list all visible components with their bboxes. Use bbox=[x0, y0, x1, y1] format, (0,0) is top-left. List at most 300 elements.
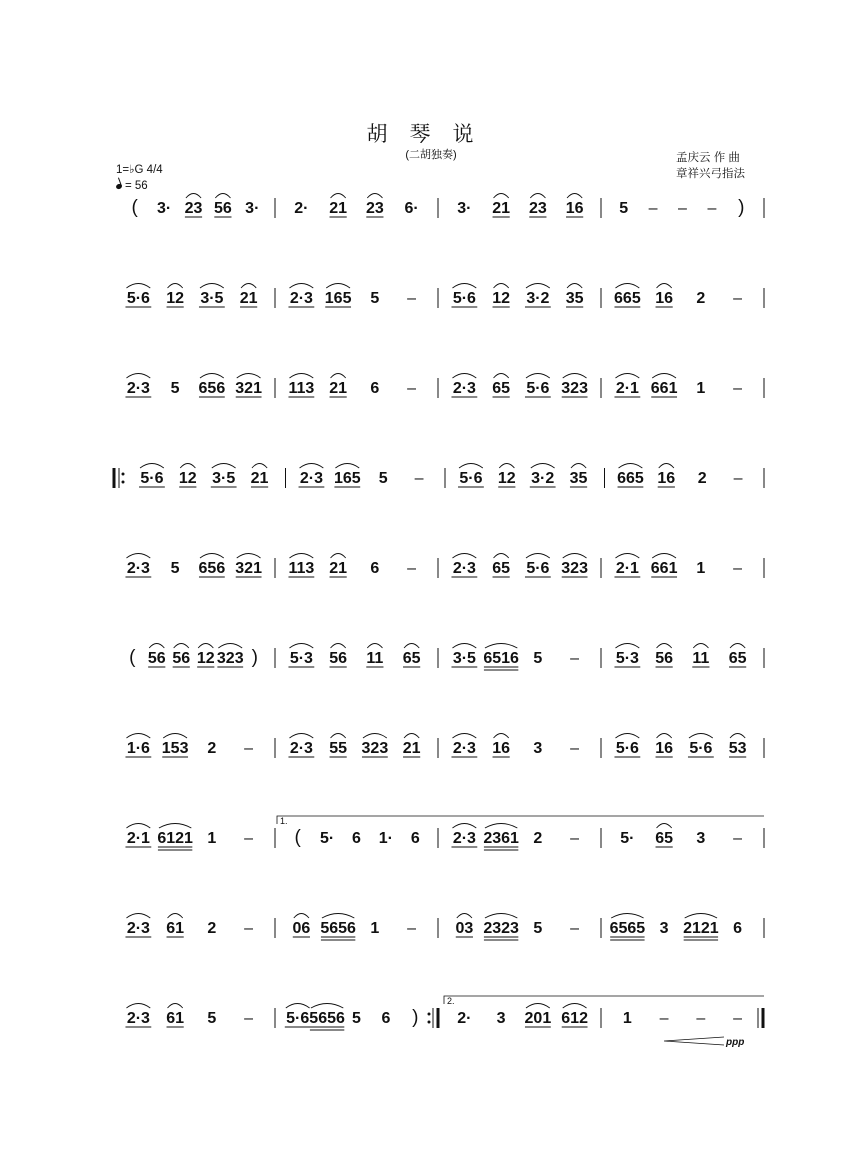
slur-arc bbox=[215, 194, 230, 199]
score-line bbox=[132, 194, 764, 219]
repeat-dot bbox=[122, 481, 125, 484]
measure bbox=[451, 644, 601, 671]
measure bbox=[620, 824, 764, 849]
note-group: 23 bbox=[184, 200, 203, 217]
slur-arc bbox=[563, 1004, 587, 1009]
slur-arc bbox=[485, 644, 517, 649]
note-group: 2·3 bbox=[452, 830, 476, 847]
dash-mark: – bbox=[407, 560, 417, 577]
slur-arc bbox=[126, 554, 150, 559]
note-group: 12 bbox=[196, 650, 215, 667]
note-group: 35 bbox=[569, 470, 588, 487]
slur-arc bbox=[452, 284, 476, 289]
slur-arc bbox=[168, 914, 183, 919]
dash-mark: – bbox=[678, 200, 687, 217]
measure bbox=[455, 914, 601, 941]
score-line bbox=[125, 374, 764, 399]
slur-arc bbox=[530, 194, 545, 199]
slur-arc bbox=[311, 1004, 343, 1009]
note-group: 6 bbox=[352, 830, 361, 847]
slur-arc bbox=[289, 284, 313, 289]
note-group: 56 bbox=[329, 650, 348, 667]
note-group: 3· bbox=[156, 200, 172, 217]
measure bbox=[299, 464, 445, 489]
slur-arc bbox=[126, 1004, 150, 1009]
note-group: 3 bbox=[696, 830, 706, 847]
repeat-dot bbox=[428, 1013, 431, 1016]
dash-mark: – bbox=[407, 380, 417, 397]
note-group: 5·6 bbox=[126, 290, 150, 307]
note-group: 5 bbox=[533, 650, 543, 667]
note-group: 2·1 bbox=[126, 830, 150, 847]
slur-arc bbox=[693, 644, 708, 649]
note-group: 5 bbox=[207, 1010, 217, 1027]
note-group: 65 bbox=[492, 560, 511, 577]
note-group: 2 bbox=[697, 470, 707, 487]
note-group: 3 bbox=[496, 1010, 506, 1027]
slur-arc bbox=[294, 914, 309, 919]
slur-arc bbox=[494, 734, 509, 739]
note-group: 201 bbox=[524, 1010, 552, 1027]
measure bbox=[288, 284, 438, 309]
slur-arc bbox=[452, 644, 476, 649]
note-group: 6 bbox=[381, 1010, 391, 1027]
measure bbox=[125, 824, 275, 851]
slur-arc bbox=[168, 1004, 183, 1009]
slur-arc bbox=[367, 194, 382, 199]
slur-arc bbox=[404, 644, 419, 649]
measure bbox=[285, 1004, 438, 1031]
slur-arc bbox=[659, 464, 674, 469]
slur-arc bbox=[180, 464, 195, 469]
note-group: 5· bbox=[319, 830, 335, 847]
measure bbox=[614, 374, 764, 399]
measure bbox=[139, 464, 285, 489]
note-group: 165 bbox=[324, 290, 352, 307]
repeat-dot bbox=[428, 1021, 431, 1024]
slur-arc bbox=[289, 734, 313, 739]
slur-arc bbox=[457, 914, 472, 919]
note-group: 5656 bbox=[320, 920, 356, 937]
slur-arc bbox=[289, 374, 313, 379]
slur-arc bbox=[685, 914, 717, 919]
note-group: 2·3 bbox=[126, 1010, 150, 1027]
note-group: 5·6 bbox=[689, 740, 713, 757]
measure bbox=[451, 734, 601, 759]
measure bbox=[294, 194, 438, 219]
slur-arc bbox=[657, 284, 672, 289]
measure bbox=[614, 644, 764, 669]
dash-mark: – bbox=[570, 830, 580, 847]
note-group: 5·6 bbox=[459, 470, 483, 487]
note-group: 323 bbox=[561, 380, 588, 397]
note-group: 2 bbox=[533, 830, 543, 847]
slur-arc bbox=[126, 734, 150, 739]
note-group: 113 bbox=[288, 380, 315, 397]
note-group: 153 bbox=[161, 740, 189, 757]
note-group: 165 bbox=[333, 470, 361, 487]
score-line bbox=[125, 996, 764, 1048]
slur-arc bbox=[499, 464, 514, 469]
slur-arc bbox=[237, 374, 261, 379]
note-group: 21 bbox=[402, 740, 421, 757]
measure bbox=[619, 197, 764, 218]
note-group: 12 bbox=[166, 290, 185, 307]
measure bbox=[288, 374, 438, 399]
slur-arc bbox=[237, 554, 261, 559]
note-group: 2 bbox=[207, 740, 217, 757]
note-group: 2·3 bbox=[289, 290, 313, 307]
note-group: 5·6 bbox=[526, 380, 550, 397]
measure bbox=[292, 914, 438, 941]
note-group: 321 bbox=[235, 560, 262, 577]
note-group: 3· bbox=[457, 200, 472, 217]
slur-arc bbox=[218, 644, 242, 649]
note-group: 21 bbox=[492, 200, 511, 217]
measure bbox=[614, 734, 764, 759]
note-group: 2·1 bbox=[615, 380, 639, 397]
note-group: 61 bbox=[166, 1010, 185, 1027]
note-group: 56 bbox=[172, 650, 191, 667]
note-group: 612 bbox=[561, 1010, 588, 1027]
slur-arc bbox=[571, 464, 586, 469]
note-group: 3·2 bbox=[531, 470, 555, 487]
slur-arc bbox=[531, 464, 555, 469]
note-group: 65 bbox=[655, 830, 674, 847]
note-group: 323 bbox=[216, 650, 244, 667]
slur-arc bbox=[126, 914, 150, 919]
note-group: 23 bbox=[528, 200, 547, 217]
measure bbox=[125, 554, 275, 579]
score-title: 胡琴说 bbox=[366, 122, 496, 146]
note-group: 5·6 bbox=[140, 470, 164, 487]
note-group: 2·3 bbox=[289, 740, 313, 757]
slur-arc bbox=[212, 464, 236, 469]
bracket-mark: ( bbox=[294, 827, 301, 848]
slur-arc bbox=[485, 824, 517, 829]
dash-mark: – bbox=[244, 830, 254, 847]
slur-arc bbox=[200, 374, 224, 379]
note-group: 323 bbox=[361, 740, 389, 757]
dash-mark: – bbox=[733, 830, 743, 847]
slur-arc bbox=[730, 644, 745, 649]
note-group: 656 bbox=[198, 560, 226, 577]
note-group: 16 bbox=[565, 200, 584, 217]
note-group: 65 bbox=[728, 650, 747, 667]
measure bbox=[457, 194, 601, 219]
slur-arc bbox=[494, 554, 509, 559]
note-group: 2121 bbox=[683, 920, 719, 937]
score-subtitle: (二胡独奏) bbox=[405, 149, 457, 161]
slur-arc bbox=[452, 734, 476, 739]
slur-arc bbox=[619, 464, 643, 469]
slur-arc bbox=[126, 824, 150, 829]
dash-mark: – bbox=[570, 920, 580, 937]
slur-arc bbox=[567, 194, 582, 199]
note-group: 1 bbox=[696, 380, 706, 397]
slur-arc bbox=[331, 194, 346, 199]
slur-arc bbox=[526, 554, 550, 559]
slur-arc bbox=[615, 554, 639, 559]
slur-arc bbox=[657, 824, 672, 829]
note-group: 5 bbox=[619, 200, 629, 217]
note-group: 16 bbox=[655, 290, 674, 307]
score-line bbox=[129, 644, 764, 671]
slur-arc bbox=[657, 734, 672, 739]
note-group: 323 bbox=[561, 560, 588, 577]
measure bbox=[129, 644, 275, 669]
note-group: 5656 bbox=[309, 1010, 345, 1027]
note-group: 2·3 bbox=[452, 380, 476, 397]
note-group: 656 bbox=[198, 380, 226, 397]
measure bbox=[288, 644, 438, 669]
key-signature: 1=♭G 4/4 bbox=[116, 164, 163, 176]
slur-arc bbox=[322, 914, 354, 919]
note-group: 5·6 bbox=[526, 560, 550, 577]
note-group: 2·3 bbox=[452, 560, 476, 577]
slur-arc bbox=[140, 464, 164, 469]
note-group: 65 bbox=[402, 650, 421, 667]
slur-arc bbox=[331, 554, 346, 559]
dash-mark: – bbox=[570, 650, 580, 667]
note-group: 56 bbox=[147, 650, 166, 667]
note-group: 1· bbox=[378, 830, 394, 847]
dash-mark: – bbox=[570, 740, 580, 757]
note-group: 6565 bbox=[609, 920, 646, 937]
note-group: 1 bbox=[622, 1010, 632, 1027]
measure bbox=[451, 824, 601, 851]
score-line bbox=[125, 816, 764, 850]
slur-arc bbox=[652, 374, 676, 379]
note-group: 2361 bbox=[483, 830, 519, 847]
measure bbox=[132, 194, 275, 219]
note-group: 16 bbox=[492, 740, 511, 757]
slur-arc bbox=[615, 644, 639, 649]
note-group: 5· bbox=[620, 830, 635, 847]
note-group: 12 bbox=[178, 470, 197, 487]
note-group: 21 bbox=[239, 290, 258, 307]
slur-arc bbox=[615, 374, 639, 379]
bracket-mark: ( bbox=[131, 197, 138, 218]
note-group: 5 bbox=[533, 920, 543, 937]
slur-arc bbox=[689, 734, 713, 739]
measure bbox=[451, 374, 601, 399]
bracket-mark: ( bbox=[129, 647, 136, 668]
measure bbox=[614, 554, 764, 579]
note-group: 5·6 bbox=[286, 1010, 310, 1027]
slur-arc bbox=[494, 284, 509, 289]
slur-arc bbox=[526, 1004, 550, 1009]
dash-mark: – bbox=[244, 920, 254, 937]
dash-mark: – bbox=[707, 200, 717, 217]
note-group: 12 bbox=[497, 470, 516, 487]
slur-arc bbox=[485, 914, 517, 919]
note-group: 1 bbox=[207, 830, 217, 847]
measure bbox=[451, 284, 601, 309]
note-group: 21 bbox=[329, 200, 348, 217]
measure bbox=[614, 284, 764, 309]
slur-arc bbox=[335, 464, 359, 469]
note-group: 1·6 bbox=[126, 740, 150, 757]
note-group: 16 bbox=[657, 470, 676, 487]
note-group: 661 bbox=[650, 380, 678, 397]
note-group: 5 bbox=[170, 560, 180, 577]
measure bbox=[125, 284, 275, 309]
dash-mark: – bbox=[733, 380, 743, 397]
slur-arc bbox=[331, 374, 346, 379]
note-group: 2 bbox=[696, 290, 706, 307]
note-group: 3· bbox=[245, 200, 260, 217]
score-line bbox=[125, 554, 764, 579]
slur-arc bbox=[459, 464, 483, 469]
note-group: 53 bbox=[728, 740, 747, 757]
slur-arc bbox=[567, 284, 582, 289]
slur-arc bbox=[563, 554, 587, 559]
diminuendo-hairpin bbox=[664, 1037, 724, 1045]
note-group: 2·3 bbox=[126, 560, 150, 577]
note-group: 113 bbox=[288, 560, 315, 577]
note-group: 3 bbox=[533, 740, 543, 757]
note-group: 1 bbox=[696, 560, 706, 577]
slur-arc bbox=[331, 644, 346, 649]
volta-number: 2. bbox=[447, 996, 455, 1006]
note-group: 56 bbox=[655, 650, 674, 667]
score-line bbox=[125, 284, 764, 309]
slur-arc bbox=[159, 824, 191, 829]
slur-arc bbox=[611, 914, 643, 919]
slur-arc bbox=[326, 284, 350, 289]
slur-arc bbox=[300, 464, 324, 469]
measure bbox=[457, 1004, 601, 1029]
dash-mark: – bbox=[733, 290, 743, 307]
slur-arc bbox=[526, 374, 550, 379]
note-group: 665 bbox=[617, 470, 644, 487]
measure bbox=[458, 464, 604, 489]
note-group: 6 bbox=[370, 560, 380, 577]
slur-arc bbox=[331, 734, 346, 739]
measure bbox=[295, 827, 438, 848]
note-group: 6516 bbox=[483, 650, 519, 667]
slur-arc bbox=[657, 644, 672, 649]
note-group: 661 bbox=[650, 560, 678, 577]
slur-arc bbox=[404, 734, 419, 739]
note-group: 6 bbox=[370, 380, 380, 397]
slur-arc bbox=[452, 554, 476, 559]
bracket-mark: ) bbox=[251, 647, 258, 668]
note-group: 2·3 bbox=[126, 380, 150, 397]
measure bbox=[617, 464, 764, 489]
slur-arc bbox=[163, 734, 187, 739]
dash-mark: – bbox=[407, 290, 417, 307]
dash-mark: – bbox=[733, 470, 743, 487]
slur-arc bbox=[494, 194, 509, 199]
note-group: 61 bbox=[166, 920, 185, 937]
note-group: 2·3 bbox=[299, 470, 323, 487]
volta-bracket bbox=[277, 816, 764, 824]
slur-arc bbox=[149, 644, 164, 649]
note-group: 5·6 bbox=[615, 740, 639, 757]
note-group: 321 bbox=[235, 380, 262, 397]
note-group: 6· bbox=[404, 200, 419, 217]
volta-number: 1. bbox=[280, 816, 288, 826]
dash-mark: – bbox=[648, 200, 658, 217]
slur-arc bbox=[252, 464, 267, 469]
measure bbox=[610, 914, 764, 941]
note-group: 5·6 bbox=[452, 290, 476, 307]
note-group: 6 bbox=[733, 920, 743, 937]
slur-arc bbox=[367, 644, 382, 649]
measure bbox=[125, 914, 275, 939]
note-group: 5·3 bbox=[615, 650, 639, 667]
note-group: 21 bbox=[250, 470, 269, 487]
note-group: 6121 bbox=[157, 830, 193, 847]
slur-arc bbox=[286, 1004, 310, 1009]
dash-mark: – bbox=[244, 740, 254, 757]
slur-arc bbox=[615, 734, 639, 739]
measure bbox=[623, 1008, 763, 1028]
note-group: 665 bbox=[614, 290, 641, 307]
slur-arc bbox=[730, 734, 745, 739]
note-group: 1 bbox=[370, 920, 380, 937]
note-group: 5·3 bbox=[289, 650, 313, 667]
slur-arc bbox=[363, 734, 387, 739]
repeat-dot bbox=[122, 473, 125, 476]
measure bbox=[451, 554, 601, 579]
slur-arc bbox=[174, 644, 189, 649]
note-group: 3·5 bbox=[452, 650, 476, 667]
note-group: 35 bbox=[565, 290, 584, 307]
note-group: 5 bbox=[378, 470, 388, 487]
slur-arc bbox=[126, 374, 150, 379]
note-group: 03 bbox=[455, 920, 474, 937]
slur-arc bbox=[126, 284, 150, 289]
note-group: 2· bbox=[457, 1010, 472, 1027]
note-group: 2· bbox=[294, 200, 309, 217]
slur-arc bbox=[452, 374, 476, 379]
slur-arc bbox=[200, 284, 224, 289]
note-group: 06 bbox=[292, 920, 311, 937]
bowing-credit: 章祥兴弓指法 bbox=[676, 168, 745, 180]
note-group: 3·5 bbox=[200, 290, 224, 307]
slur-arc bbox=[186, 194, 201, 199]
slur-arc bbox=[494, 374, 509, 379]
note-group: 5 bbox=[370, 290, 380, 307]
bracket-mark: ) bbox=[738, 197, 745, 218]
note-group: 6 bbox=[410, 830, 420, 847]
note-group: 3·2 bbox=[526, 290, 550, 307]
dash-mark: – bbox=[733, 560, 743, 577]
score-line bbox=[125, 914, 764, 941]
dash-mark: – bbox=[407, 920, 417, 937]
note-group: 11 bbox=[366, 650, 384, 667]
slur-arc bbox=[652, 554, 676, 559]
score-line bbox=[125, 734, 764, 759]
slur-arc bbox=[526, 284, 550, 289]
note-group: 3 bbox=[659, 920, 669, 937]
note-group: 23 bbox=[365, 200, 384, 217]
note-group: 3·5 bbox=[212, 470, 236, 487]
note-group: 2 bbox=[207, 920, 217, 937]
tempo-value: = 56 bbox=[125, 180, 148, 192]
measure bbox=[288, 734, 438, 759]
dash-mark: – bbox=[696, 1010, 706, 1027]
dash-mark: – bbox=[414, 470, 424, 487]
slur-arc bbox=[289, 554, 313, 559]
composer-credit: 孟庆云 作 曲 bbox=[676, 152, 740, 164]
dynamic-mark: ppp bbox=[726, 1037, 745, 1048]
note-group: 12 bbox=[492, 290, 511, 307]
measure bbox=[288, 554, 438, 579]
